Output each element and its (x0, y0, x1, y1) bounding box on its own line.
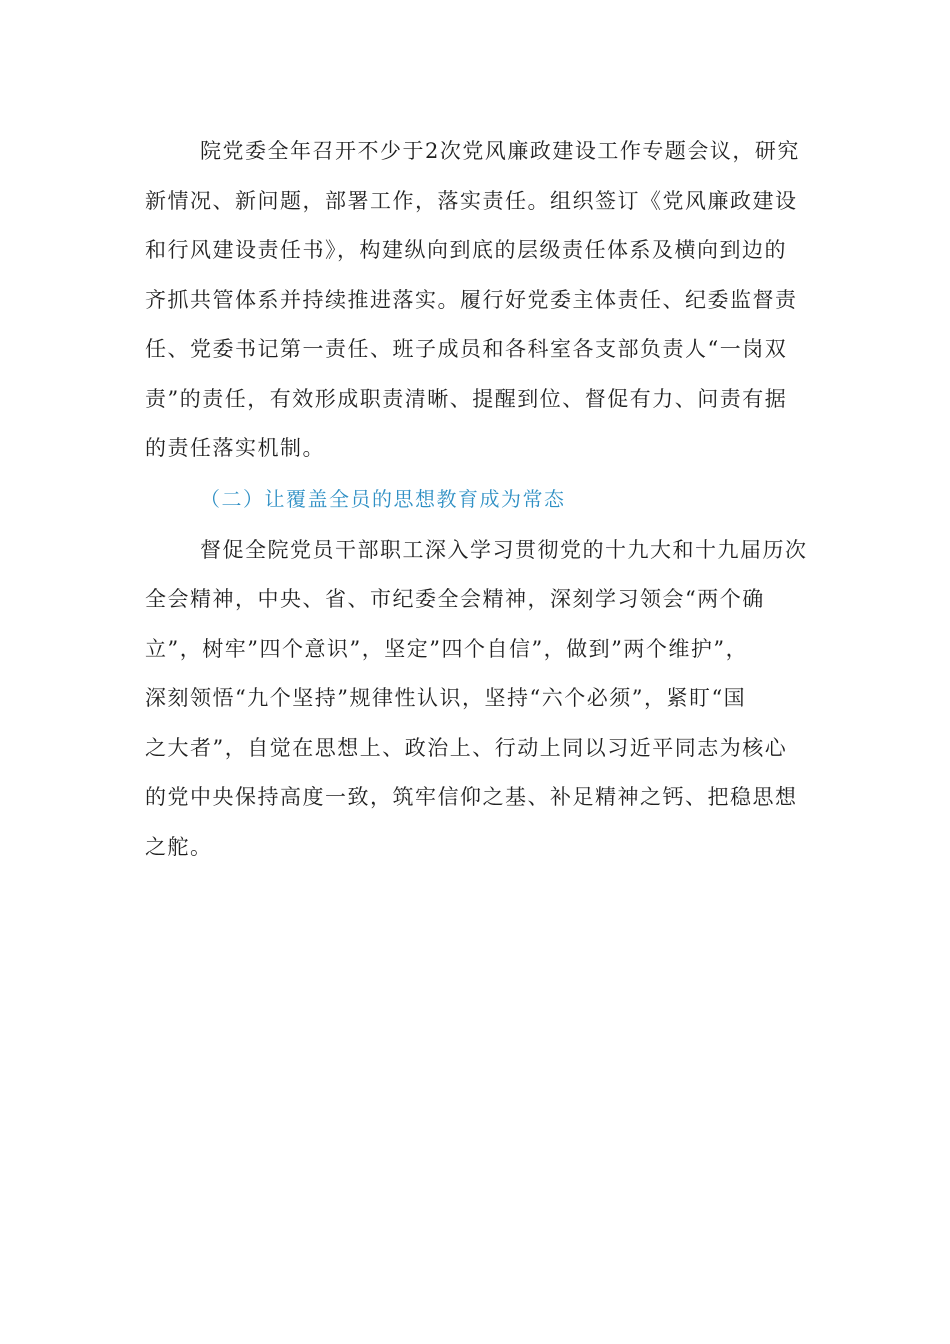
paragraph-line: 立”，树牢”四个意识”，坚定”四个自信”，做到”两个维护”， (145, 637, 749, 661)
paragraph-line: 任、党委书记第一责任、班子成员和各科室各支部负责人“一岗双 (145, 337, 788, 361)
paragraph-line: 齐抓共管体系并持续推进落实。履行好党委主体责任、纪委监督责 (145, 288, 798, 312)
paragraph-line: 深刻领悟“九个坚持”规律性认识，坚持“六个必须”，紧盯“国 (145, 686, 747, 710)
paragraph-line: 全会精神，中央、省、市纪委全会精神，深刻学习领会“两个确 (145, 587, 765, 611)
paragraph-line: 之舵。 (145, 835, 213, 859)
paragraph-line: 新情况、新问题，部署工作，落实责任。组织签订《党风廉政建设 (145, 189, 798, 213)
section-heading: （二）让覆盖全员的思想教育成为常态 (200, 487, 566, 511)
paragraph-line: 院党委全年召开不少于2次党风廉政建设工作专题会议，研究 (200, 139, 800, 163)
paragraph-line: 和行风建设责任书》，构建纵向到底的层级责任体系及横向到边的 (145, 238, 787, 262)
paragraph-line: 之大者”，自觉在思想上、政治上、行动上同以习近平同志为核心 (145, 736, 788, 760)
paragraph-line: 的党中央保持高度一致，筑牢信仰之基、补足精神之钙、把稳思想 (145, 785, 798, 809)
paragraph-line: 的责任落实机制。 (145, 436, 325, 460)
paragraph-line: 责”的责任，有效形成职责清晰、提醒到位、督促有力、问责有据 (145, 387, 788, 411)
paragraph-line: 督促全院党员干部职工深入学习贯彻党的十九大和十九届历次 (200, 538, 808, 562)
